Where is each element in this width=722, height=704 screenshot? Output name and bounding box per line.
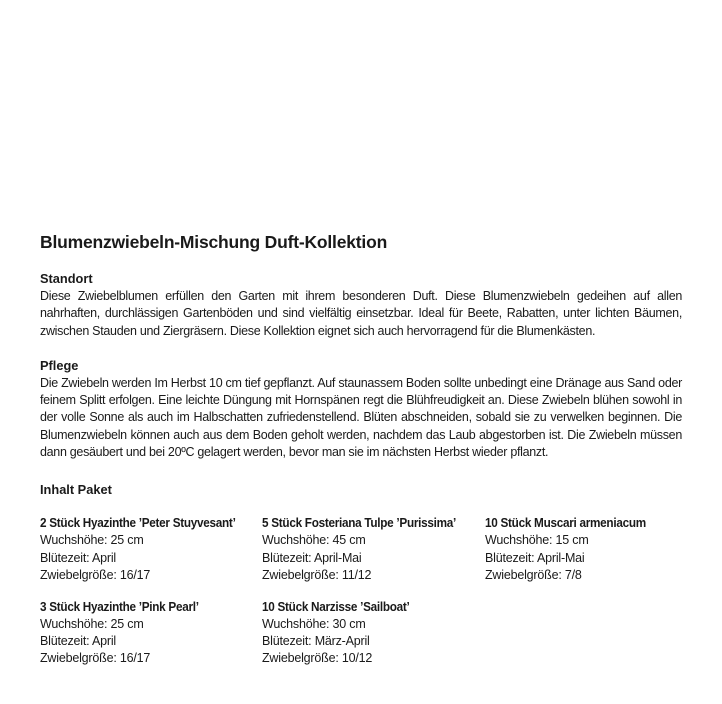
item-name: 10 Stück Muscari armeniacum <box>485 516 646 531</box>
section-pflege-body: Die Zwiebeln werden Im Herbst 10 cm tief gepflanzt. Auf staunassem Boden sollte unbedingt eine Dränage aus Sand oder feinem Splitt erfolgen. Eine leichte Düngung mit Hornspänen regt die Blühfreudigkeit an. Diese Zwiebeln blühen sowohl in der volle Sonne als auch im Halbschatten zufriedenstellend. Blüten abschneiden, sobald sie zu verwelken beginnen. Die Blumenzwiebeln können auch aus dem Boden geholt werden, nachdem das Laub abgestorben ist. Die Zwiebeln müssen dann gesäubert und bei 20ºC gelagert werden, bevor man sie im nächsten Herbst wieder pflanzt. <box>40 375 682 460</box>
package-item-hyazinthe-peter-stuyvesant <box>40 515 262 584</box>
item-growth-height: Wuchshöhe: 45 cm <box>262 533 366 548</box>
package-item-muscari-armeniacum <box>485 515 682 584</box>
item-bloom-time: Blütezeit: April-Mai <box>262 550 362 565</box>
section-pflege <box>40 357 682 461</box>
package-item-empty-cell <box>485 599 682 668</box>
item-bloom-time: Blütezeit: April-Mai <box>485 550 585 565</box>
item-bulb-size: Zwiebelgröße: 10/12 <box>262 651 373 666</box>
package-items-grid <box>40 515 682 667</box>
item-name: 5 Stück Fosteriana Tulpe ’Purissima’ <box>262 516 457 531</box>
item-name: 10 Stück Narzisse ’Sailboat’ <box>262 599 410 614</box>
item-bulb-size: Zwiebelgröße: 16/17 <box>40 651 151 666</box>
package-item-narzisse-sailboat <box>262 599 485 668</box>
package-contents-heading: Inhalt Paket <box>40 482 112 498</box>
item-growth-height: Wuchshöhe: 25 cm <box>40 616 144 631</box>
section-standort-heading: Standort <box>40 271 93 286</box>
item-bloom-time: Blütezeit: April <box>40 634 117 649</box>
package-item-fosteriana-tulpe-purissima <box>262 515 485 584</box>
item-bulb-size: Zwiebelgröße: 11/12 <box>262 567 372 582</box>
item-bloom-time: Blütezeit: März-April <box>262 634 370 649</box>
item-name: 3 Stück Hyazinthe ’Pink Pearl’ <box>40 599 199 614</box>
section-standort <box>40 270 682 340</box>
document-content <box>40 231 682 668</box>
package-item-hyazinthe-pink-pearl <box>40 599 262 668</box>
item-bloom-time: Blütezeit: April <box>40 550 117 565</box>
page-title: Blumenzwiebeln-Mischung Duft-Kollektion <box>40 232 388 252</box>
item-growth-height: Wuchshöhe: 25 cm <box>40 533 144 548</box>
section-pflege-heading: Pflege <box>40 357 79 373</box>
item-bulb-size: Zwiebelgröße: 7/8 <box>485 567 582 582</box>
section-standort-body: Diese Zwiebelblumen erfüllen den Garten mit ihrem besonderen Duft. Diese Blumenzwiebeln gedeihen auf allen nahrhaften, durchlässigen Gartenböden und sind vielfältig einsetzbar. Ideal für Beete, Rabatten, unter lichten Bäumen, zwischen Stauden und Ziergräsern. Diese Kollektion eignet sich auch hervorragend für die Blumenkästen. <box>40 289 682 338</box>
item-growth-height: Wuchshöhe: 30 cm <box>262 616 366 631</box>
item-bulb-size: Zwiebelgröße: 16/17 <box>40 567 151 582</box>
item-name: 2 Stück Hyazinthe ’Peter Stuyvesant’ <box>40 516 236 531</box>
item-growth-height: Wuchshöhe: 15 cm <box>485 533 589 548</box>
